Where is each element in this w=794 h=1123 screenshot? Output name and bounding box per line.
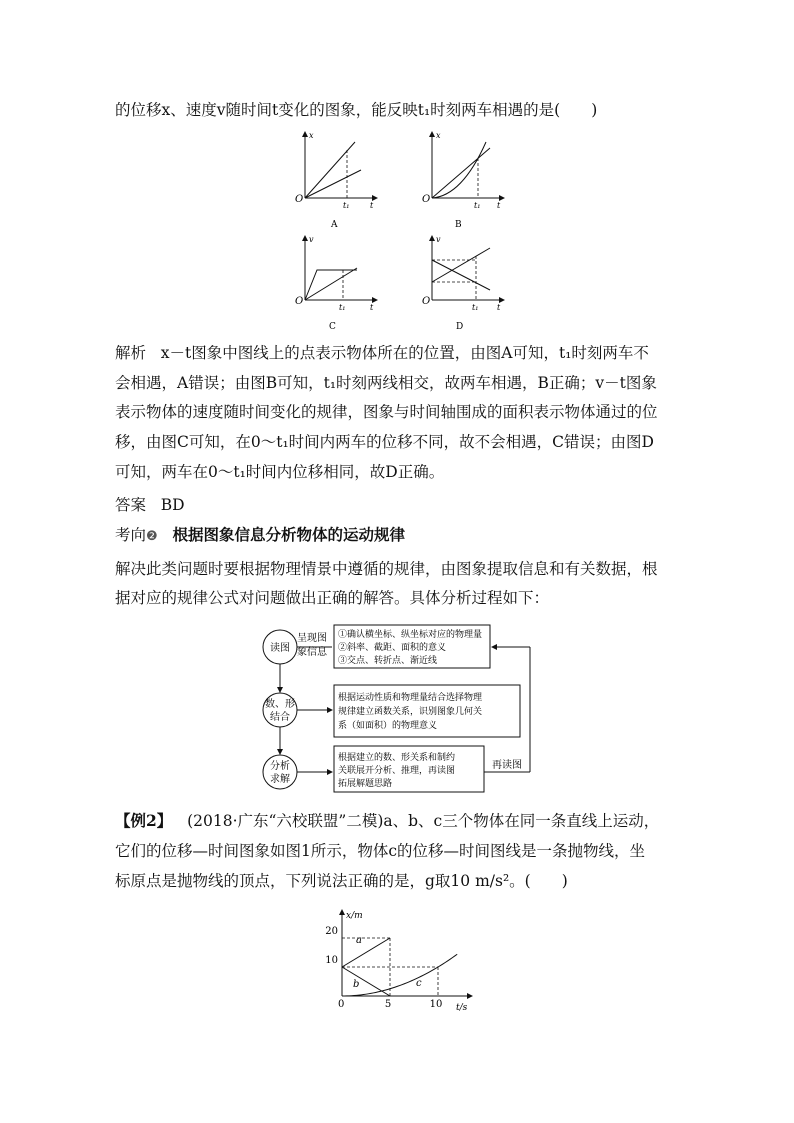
- svg-text:关联展开分析、推理，再读图: 关联展开分析、推理，再读图: [338, 766, 456, 776]
- graph-b-label: B: [455, 220, 462, 230]
- graph-a-tick: t₁: [343, 201, 350, 210]
- graph-a-label: A: [331, 220, 338, 230]
- svg-text:结合: 结合: [270, 712, 290, 723]
- svg-text:①确认横坐标、纵坐标对应的物理量: ①确认横坐标、纵坐标对应的物理量: [338, 630, 483, 640]
- graph-a-origin: O: [295, 194, 304, 205]
- fig1-x-tick-0: 0: [338, 999, 345, 1010]
- fig1-x-label: t/s: [456, 1003, 468, 1013]
- fig1-series-a-line: [342, 938, 390, 967]
- graph-c: [285, 232, 385, 334]
- graph-b-x-label: t: [497, 201, 501, 210]
- svg-text:系（如面积）的物理意义: 系（如面积）的物理意义: [338, 721, 438, 731]
- fig1-series-c-label: c: [416, 978, 422, 989]
- answer-label: 答案: [115, 496, 147, 514]
- fig1-series-b-line: [342, 967, 390, 996]
- fig1-y-tick-20: 20: [325, 926, 338, 937]
- answer-line: [115, 495, 690, 515]
- svg-text:根据建立的数、形关系和制约: 根据建立的数、形关系和制约: [338, 753, 456, 763]
- svg-text:②斜率、截距、面积的意义: ②斜率、截距、面积的意义: [338, 643, 447, 653]
- section-body-line-1: 解决此类问题时要根据物理情景中遵循的规律，由图象提取信息和有关数据，根: [115, 560, 658, 578]
- graph-d-origin: O: [422, 296, 431, 307]
- section-heading: 考向❷ 根据图象信息分析物体的运动规律: [115, 525, 405, 544]
- analysis-line-3: 表示物体的速度随时间变化的规律，图象与时间轴围成的面积表示物体通过的位: [115, 403, 658, 421]
- answer-value: BD: [160, 496, 185, 514]
- analysis-line-4: 移，由图C可知，在0～t₁时间内两车的位移不同，故不会相遇，C错误；由图D: [115, 433, 654, 451]
- analysis-line-2: 会相遇，A错误；由图B可知，t₁时刻两线相交，故两车相遇，B正确；v－t图象: [115, 374, 657, 392]
- analysis-line-1: 解析 x－t图象中图线上的点表示物体所在的位置，由图A可知，t₁时刻两车不: [115, 344, 649, 362]
- graph-a-y-label: x: [309, 131, 314, 140]
- graph-b-tick: t₁: [474, 201, 481, 210]
- graph-d-x-label: t: [497, 303, 501, 312]
- graph-c-origin: O: [295, 296, 304, 307]
- graph-d: [412, 232, 512, 334]
- svg-text:根据运动性质和物理量结合选择物理: 根据运动性质和物理量结合选择物理: [338, 693, 483, 703]
- example-label: 【例2】: [115, 811, 173, 830]
- svg-text:③交点、转折点、渐近线: ③交点、转折点、渐近线: [338, 656, 438, 666]
- example-line-1: 【例2】 (2018·广东“六校联盟”二模)a、b、c三个物体在同一条直线上运动，: [115, 811, 660, 830]
- svg-text:呈现图: 呈现图: [297, 633, 327, 644]
- example-line-3: 标原点是抛物线的顶点，下列说法正确的是，g取10 m/s²。( ): [115, 872, 568, 890]
- svg-text:求解: 求解: [270, 774, 290, 785]
- graph-d-label: D: [456, 322, 464, 332]
- graph-a-x-label: t: [370, 201, 374, 210]
- figure-1-xt-chart: [320, 906, 480, 1014]
- fig1-x-tick-10: 10: [429, 999, 443, 1010]
- svg-text:拓展解题思路: 拓展解题思路: [338, 779, 393, 789]
- graph-b-y-label: x: [436, 131, 441, 140]
- fig1-x-tick-5: 5: [384, 999, 392, 1010]
- svg-text:分析: 分析: [270, 761, 290, 772]
- fig1-series-a-label: a: [356, 935, 362, 946]
- analysis-flow-diagram: [250, 622, 550, 794]
- fig1-y-label: x/m: [346, 911, 363, 921]
- graph-a: [285, 128, 385, 230]
- svg-text:读图: 读图: [270, 643, 290, 654]
- svg-text:规律建立函数关系，识别图象几何关: 规律建立函数关系，识别图象几何关: [338, 707, 483, 717]
- graph-d-tick: t₁: [472, 303, 479, 312]
- graph-c-x-label: t: [370, 303, 374, 312]
- section-title: 根据图象信息分析物体的运动规律: [172, 525, 405, 544]
- analysis-line-5: 可知，两车在0～t₁时间内位移相同，故D正确。: [115, 463, 445, 481]
- flow-loop-label: 再读图: [492, 760, 522, 771]
- question-intro: 的位移x、速度v随时间t变化的图象，能反映t₁时刻两车相遇的是( ): [115, 101, 598, 119]
- graph-c-tick: t₁: [339, 303, 346, 312]
- graph-b-origin: O: [422, 194, 431, 205]
- example-line-2: 它们的位移—时间图象如图1所示，物体c的位移—时间图线是一条抛物线，坐: [115, 842, 646, 860]
- svg-text:数、形: 数、形: [265, 699, 295, 710]
- analysis-label: 解析: [115, 344, 147, 362]
- graph-c-label: C: [329, 322, 336, 332]
- graph-c-y-label: v: [309, 235, 314, 244]
- graph-d-y-label: v: [436, 235, 441, 244]
- section-number: ❷: [146, 529, 158, 544]
- graph-b: [412, 128, 512, 230]
- fig1-series-b-label: b: [353, 979, 360, 990]
- svg-text:象信息: 象信息: [297, 647, 327, 658]
- section-body-line-2: 据对应的规律公式对问题做出正确的解答。具体分析过程如下：: [115, 589, 550, 607]
- fig1-y-tick-10: 10: [325, 955, 338, 966]
